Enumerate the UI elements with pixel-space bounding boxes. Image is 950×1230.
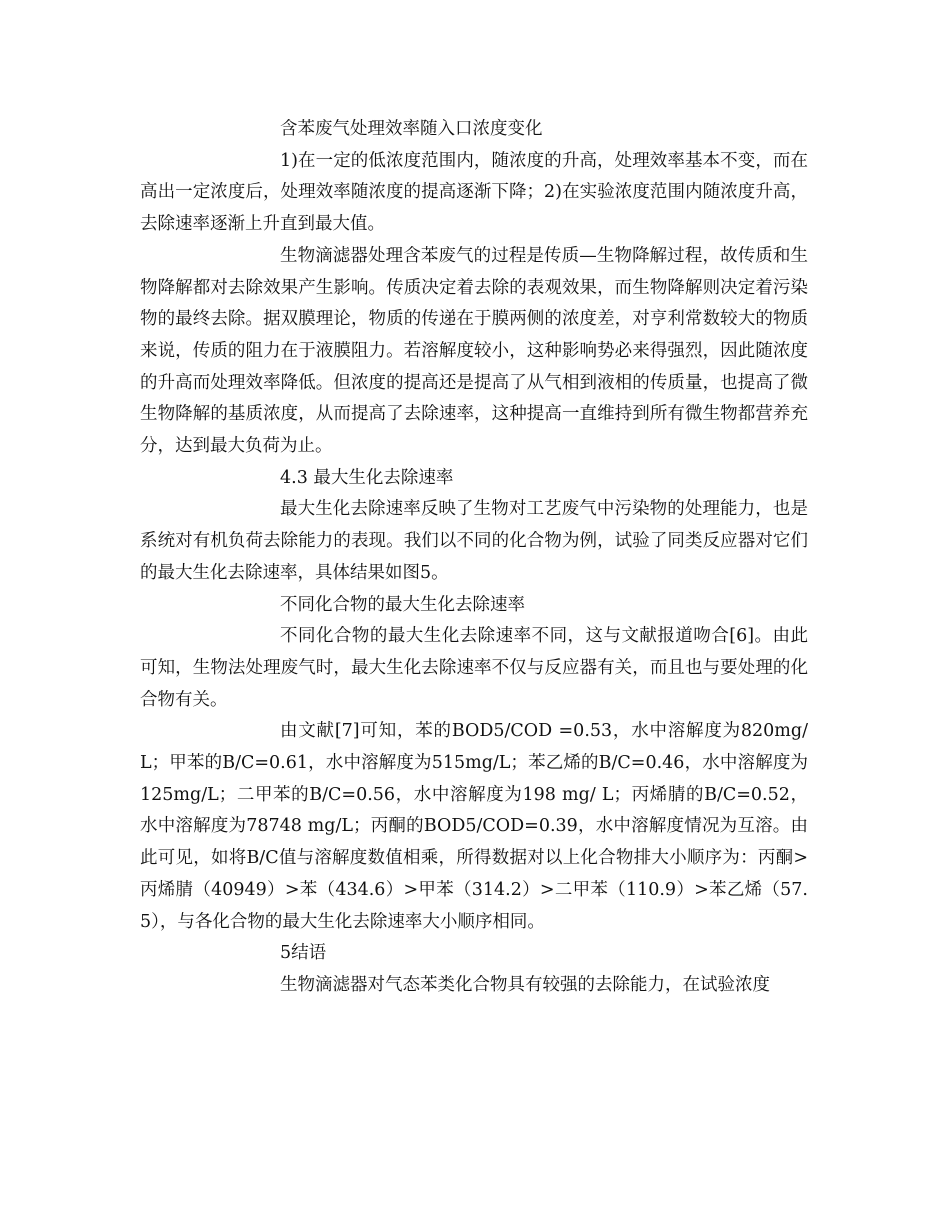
figure-caption-benzene-efficiency: 含苯废气处理效率随入口浓度变化 <box>280 119 543 139</box>
section-heading-4-3: 4.3 最大生化去除速率 <box>280 467 454 488</box>
paragraph-max-removal-rate: 最大生化去除速率反映了生物对工艺废气中污染物的处理能力，也是系统对有机负荷去除能力的表现。我们以不同的化合物为例，试验了同类反应器对它们的最大生化去除速率，具体结果如图5。 <box>140 499 808 583</box>
paragraph-compound-differences: 不同化合物的最大生化去除速率不同，这与文献报道吻合[6]。由此可知，生物法处理废气时，最大生化去除速率不仅与反应器有关，而且也与要处理的化合物有关。 <box>140 626 808 710</box>
paragraph-conclusion: 生物滴滤器对气态苯类化合物具有较强的去除能力，在试验浓度 <box>280 974 770 995</box>
document-body <box>140 114 808 1002</box>
paragraph-bc-solubility: 由文献[7]可知，苯的BOD5/COD =0.53，水中溶解度为820mg/L；甲苯的B/C=0.61，水中溶解度为515mg/L；苯乙烯的B/C=0.46，水中溶解度为125mg/L；二甲苯的B/C=0.56，水中溶解度为198 mg/ L；丙烯腈的B/C=0.52，水中溶解度为78748 mg/L；丙酮的BOD5/COD=0.39，水中溶解度情况为互溶。由此可见，如将B/C值与溶解度数值相乘，所得数据对以上化合物排大小顺序为：丙酮>丙烯腈（40949）>苯（434.6）>甲苯（314.2）>二甲苯（110.9）>苯乙烯（57.5），与各化合物的最大生化去除速率大小顺序相同。 <box>140 721 808 932</box>
figure-caption-compounds: 不同化合物的最大生化去除速率 <box>280 594 525 615</box>
paragraph-mass-transfer: 生物滴滤器处理含苯废气的过程是传质—生物降解过程，故传质和生物降解都对去除效果产生影响。传质决定着去除的表观效果，而生物降解则决定着污染物的最终去除。据双膜理论，物质的传递在于膜两侧的浓度差，对亨利常数较大的物质来说，传质的阻力在于液膜阻力。若溶解度较小，这种影响势必来得强烈，因此随浓度的升高而处理效率降低。但浓度的提高还是提高了从气相到液相的传质量，也提高了微生物降解的基质浓度，从而提高了去除速率，这种提高一直维持到所有微生物都营养充分，达到最大负荷为止。 <box>140 245 808 457</box>
paragraph-efficiency-findings: 1)在一定的低浓度范围内，随浓度的升高，处理效率基本不变，而在高出一定浓度后，处理效率随浓度的提高逐渐下降；2)在实验浓度范围内随浓度升高，去除速率逐渐上升直到最大值。 <box>140 150 808 235</box>
section-heading-conclusion: 5结语 <box>280 943 327 964</box>
